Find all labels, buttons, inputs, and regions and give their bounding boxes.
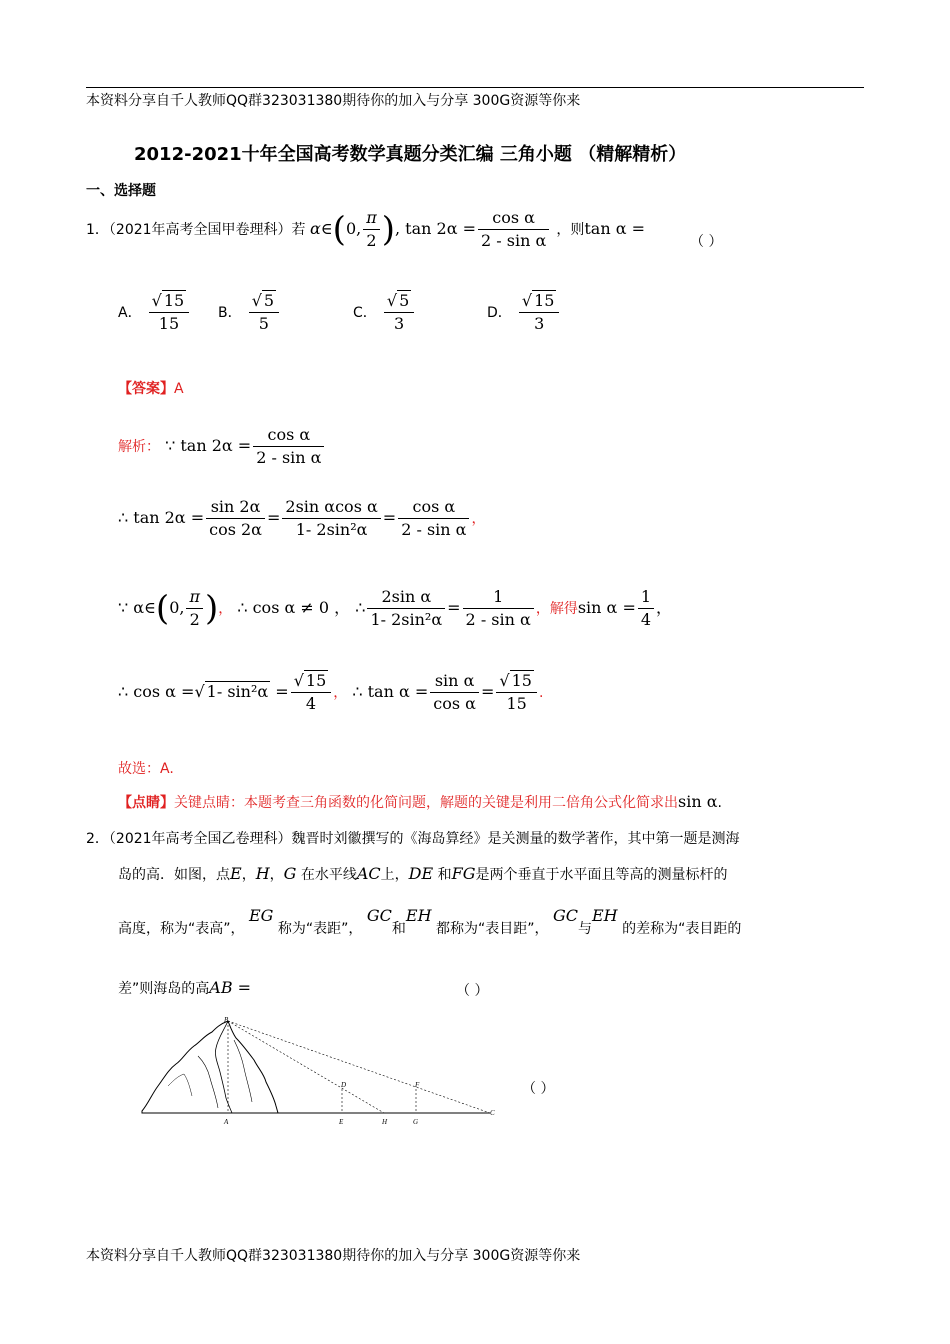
line4-f3-den: 15 xyxy=(496,692,537,715)
q1-answer-blank: （ ） xyxy=(690,234,723,250)
dianjing-math: sin α xyxy=(678,792,718,811)
option-b-den: 5 xyxy=(249,312,279,335)
label-b: B xyxy=(224,1016,229,1024)
q2-ac: AC xyxy=(356,864,381,883)
line3-frac-2 xyxy=(463,586,534,631)
line1-fraction xyxy=(253,424,324,469)
sight-line-bc xyxy=(228,1021,490,1113)
line4-period: . xyxy=(538,685,544,701)
q2-gc-1: GC xyxy=(366,906,392,925)
dianjing-label: 【点睛】 xyxy=(118,795,174,811)
mountain-detail-2 xyxy=(234,1040,252,1102)
option-a-label: A． xyxy=(118,305,142,321)
line3-comma-3: ， xyxy=(656,598,673,617)
q2-number: 2． xyxy=(86,831,109,847)
line3-pi-over-2: $\frac{\pi}{2}$ xyxy=(186,586,203,631)
q2-answer-blank: （ ） xyxy=(456,983,489,999)
q2-line2-e: 是两个垂直于水平面且等高的测量标杆的 xyxy=(475,867,728,883)
line3-cos-nonzero: ∴ cos α ≠ 0 xyxy=(237,598,330,617)
solution-line-4: ∴ cos α =√ 1- sin²α = $\frac{√ 15}{4}$ ， ∴ tan α = $\frac{\text{sin α}}{\text{cos α}}$ = $\frac{√ 15}{15}$ . xyxy=(118,671,544,713)
line4-frac-3: $\frac{√ 15}{15}$ xyxy=(496,670,537,715)
q1-answer xyxy=(118,378,184,398)
option-d-label: D． xyxy=(487,305,512,321)
q2-line2-b: 在水平线 xyxy=(300,867,357,883)
q2-point-g: G xyxy=(283,864,297,883)
q1-frac-num: cos α xyxy=(492,208,535,227)
section-heading: 一、选择题 xyxy=(86,183,156,199)
label-f: F xyxy=(415,1081,420,1089)
line4-eq: = xyxy=(275,682,289,701)
line3-therefore: ∴ xyxy=(355,598,366,617)
q2-ab: AB = xyxy=(209,978,252,997)
line4-frac-2 xyxy=(430,670,479,715)
line3-solve: ，解得 xyxy=(535,601,578,617)
label-g: G xyxy=(413,1118,419,1126)
q1-option-c xyxy=(353,290,416,335)
solution-line-3: ∵ α∈(0, $\frac{\pi}{2}$ )， ∴ cos α ≠ 0 ， ∴ $\frac{\text{2sin α}}{\text{1- 2sin²α}}$ = $\frac{1}{\text{2 - sin α}}$ ，解得sin α = $\frac{1}{4}$ ， xyxy=(118,587,673,629)
option-a-num: 15 xyxy=(163,291,185,310)
line3-frac-1 xyxy=(367,586,445,631)
line3-f2-num: 1 xyxy=(493,587,504,606)
q2-de: DE xyxy=(408,864,434,883)
mountain-detail xyxy=(198,1056,218,1108)
q2-line2-d: 和 xyxy=(437,867,452,883)
question-2-line-4 xyxy=(118,978,251,998)
option-b-value: $\frac{√ 5}{5}$ xyxy=(249,290,279,335)
q2-line1: （2021年高考全国乙卷理科）魏晋时刘徽撰写的《海岛算经》是关测量的数学著作，其中第一题是测海 xyxy=(108,831,740,847)
question-2-line-1 xyxy=(86,828,740,848)
question-2-line-3 xyxy=(118,906,742,938)
line1-num: cos α xyxy=(267,425,311,444)
page-title: 2012-2021十年全国高考数学真题分类汇编 三角小题 （精解精析） xyxy=(134,144,687,165)
q2-line2-a: 岛的高．如图，点 xyxy=(118,867,230,883)
q1-source: （2021年高考全国甲卷理科）若 xyxy=(108,222,306,238)
option-c-den: 3 xyxy=(384,312,414,335)
line4-frac-1: $\frac{√ 15}{4}$ xyxy=(291,670,332,715)
q1-then: ，则 xyxy=(556,222,585,238)
question-1 xyxy=(86,207,645,252)
line3-f2-den: 2 - sin α xyxy=(463,608,534,631)
q2-line4-a: 差”则海岛的高 xyxy=(118,981,210,997)
label-d: D xyxy=(341,1081,347,1089)
q1-frac-den: 2 - sin α xyxy=(478,229,549,252)
line3-frac-3 xyxy=(638,586,654,631)
option-a-value: $\frac{√ 15}{15}$ xyxy=(149,290,190,335)
island-figure xyxy=(138,1016,498,1131)
line4-f1-num: 15 xyxy=(305,671,327,690)
q1-option-a xyxy=(118,290,191,335)
line3-sin: sin α = xyxy=(577,598,636,617)
line4-sqrt: 1- sin²α xyxy=(206,682,269,701)
q1-pi: π xyxy=(366,208,377,227)
option-c-label: C． xyxy=(353,305,377,321)
q1-option-b xyxy=(218,290,281,335)
q1-pi-over-2 xyxy=(363,207,380,252)
q2-line3-e: 与 xyxy=(577,921,592,937)
line4-cos: ∴ cos α = xyxy=(118,682,195,701)
q2-fg: FG xyxy=(451,864,476,883)
line4-comma: ， xyxy=(333,685,348,701)
line4-f1-den: 4 xyxy=(291,692,332,715)
line3-f1-den: 1- 2sin²α xyxy=(367,608,445,631)
line3-f3-den: 4 xyxy=(638,608,654,631)
line1-den: 2 - sin α xyxy=(253,446,324,469)
dianjing-end: . xyxy=(717,795,722,811)
q1-condition: α∈(0, $\frac{\pi}{2}$ ), tan 2α = $\frac{\text{cos α}}{\text{2 - sin α}}$ xyxy=(310,219,556,238)
line2-frac-1 xyxy=(206,496,265,541)
option-c-value: $\frac{√ 5}{3}$ xyxy=(384,290,414,335)
line2-frac-2 xyxy=(282,496,380,541)
q2-line3-b: 称为“表距”， xyxy=(277,921,363,937)
answer-value: A xyxy=(174,381,184,397)
q1-dianjing xyxy=(118,792,722,812)
q2-line2-c: 上， xyxy=(380,867,409,883)
option-c-num: 5 xyxy=(399,291,410,310)
line2-f2-den: 1- 2sin²α xyxy=(282,518,380,541)
q2-eh-2: EH xyxy=(591,906,618,925)
line2-f1-num: sin 2α xyxy=(210,497,261,516)
q2-line3-c: 和 xyxy=(391,921,406,937)
q1-choose: 故选：A. xyxy=(118,761,174,777)
q2-line3-d: 都称为“表目距”， xyxy=(435,921,549,937)
jiexi-label: 解析： xyxy=(118,439,160,455)
dianjing-text: 关键点睛：本题考查三角函数的化简问题，解题的关键是利用二倍角公式化简求出 xyxy=(174,795,678,811)
option-b-num: 5 xyxy=(263,291,275,310)
q1-ask: tan α = xyxy=(584,219,646,238)
solution-line-2: ∴ tan 2α = $\frac{\sin 2\alpha}{\cos 2\alpha}$ = $\frac{\text{2sin αcos α}}{\text{1- 2sin²α}}$ = $\frac{\text{cos α}}{\text{2 - sin α}}$ ， xyxy=(118,497,486,539)
line1-lhs: ∵ tan 2α = xyxy=(165,436,252,455)
q2-point-e: E xyxy=(230,864,242,883)
line4-tan: ∴ tan α = xyxy=(352,682,429,701)
option-a-den: 15 xyxy=(149,312,190,335)
line3-comma-1: ， xyxy=(218,601,233,617)
q1-option-d xyxy=(487,290,561,335)
line2-f2-num: 2sin αcos α xyxy=(285,497,378,516)
line2-f3-num: cos α xyxy=(412,497,456,516)
answer-label: 【答案】 xyxy=(118,381,174,397)
q2-eg: EG xyxy=(248,906,274,925)
line2-comma: ， xyxy=(471,511,486,527)
q1-alpha-in: α∈ xyxy=(310,219,333,238)
q2-line3-a: 高度，称为“表高”， xyxy=(118,921,245,937)
q2-gc-2: GC xyxy=(552,906,578,925)
solution-line-1 xyxy=(118,424,326,469)
header-rule xyxy=(86,87,864,88)
q1-fraction xyxy=(478,207,549,252)
option-d-value: $\frac{√ 15}{3}$ xyxy=(519,290,560,335)
page-footer: 本资料分享自千人教师QQ群323031380期待你的加入与分享 300G资源等你来 xyxy=(86,1248,581,1264)
q1-number: 1． xyxy=(86,222,109,238)
label-a: A xyxy=(224,1118,229,1126)
line2-lhs: ∴ tan 2α = xyxy=(118,508,205,527)
q1-lparen: ( xyxy=(332,209,346,250)
page-header: 本资料分享自千人教师QQ群323031380期待你的加入与分享 300G资源等你来 xyxy=(86,93,581,109)
option-b-label: B． xyxy=(218,305,242,321)
q2-eh-1: EH xyxy=(405,906,432,925)
label-h: H xyxy=(382,1118,388,1126)
line4-f3-num: 15 xyxy=(511,671,532,690)
line4-f2-den: cos α xyxy=(430,692,479,715)
option-d-num: 15 xyxy=(534,291,555,310)
line2-f3-den: 2 - sin α xyxy=(398,518,469,541)
line3-comma-2: ， xyxy=(334,598,351,617)
q1-two: 2 xyxy=(363,229,380,252)
q2-point-h: H xyxy=(255,864,270,883)
figure-answer-blank: （ ） xyxy=(522,1081,555,1097)
line3-f3-num: 1 xyxy=(640,587,652,606)
mountain-detail-3 xyxy=(168,1074,192,1096)
mountain-outline xyxy=(142,1021,278,1113)
mountain-ridge xyxy=(215,1021,232,1113)
q1-rparen: ) xyxy=(381,209,395,250)
line4-f2-num: sin α xyxy=(434,671,475,690)
line3-f1-num: 2sin α xyxy=(381,587,432,606)
line2-frac-3 xyxy=(398,496,469,541)
line3-alpha-in: ∵ α∈ xyxy=(118,598,156,617)
option-d-den: 3 xyxy=(519,312,560,335)
question-2-line-2: 岛的高．如图，点E，H，G 在水平线AC上，DE 和FG是两个垂直于水平面且等高的测量标杆的 xyxy=(118,864,728,883)
q1-tan2a: tan 2α = xyxy=(405,219,476,238)
q1-interval-zero: 0, xyxy=(345,219,362,238)
label-e: E xyxy=(339,1118,344,1126)
line2-f1-den: cos 2α xyxy=(206,518,265,541)
label-c: C xyxy=(490,1109,495,1117)
q2-line3-f: 的差称为“表目距的 xyxy=(622,921,742,937)
